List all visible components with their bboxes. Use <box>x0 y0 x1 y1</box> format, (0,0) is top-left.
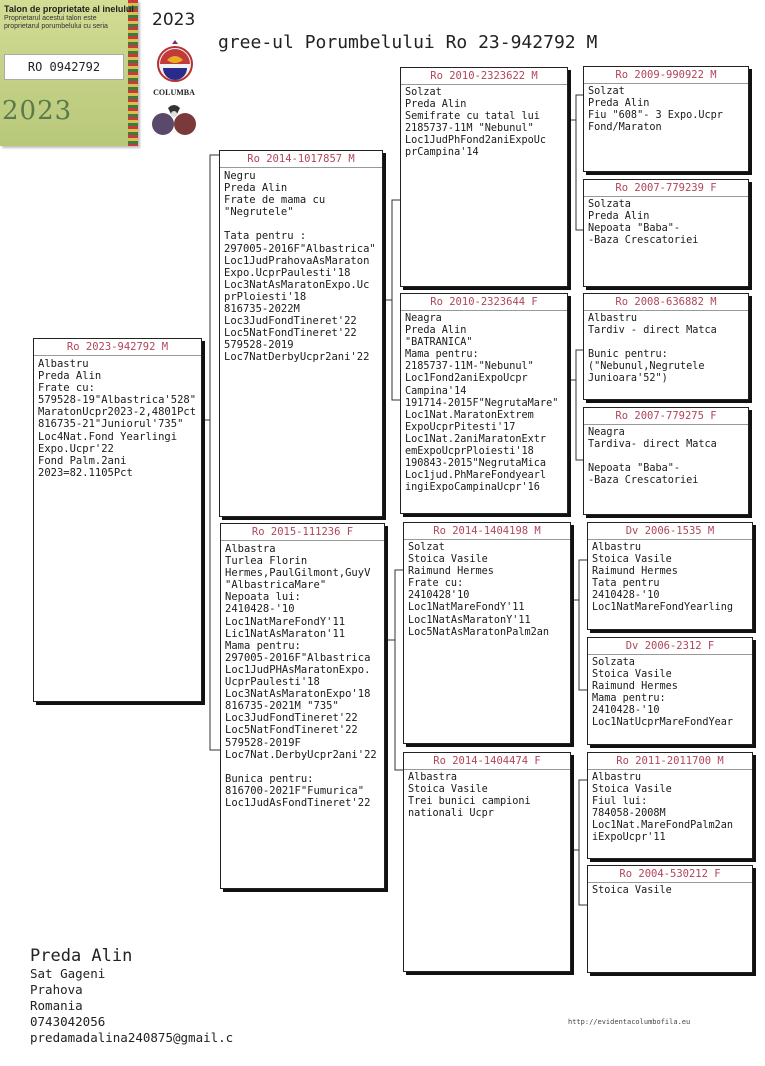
detail-line: Stoica Vasile <box>408 784 488 796</box>
pigeon-details <box>38 358 197 479</box>
detail-line: Loc1Nat.MaratonExtrem <box>405 409 534 421</box>
pigeon-details <box>592 657 748 730</box>
detail-line: Loc4Nat.Fond Yearlingi <box>38 430 178 443</box>
detail-line: Trei bunici campioni <box>408 796 531 808</box>
detail-line: Lic1NatAsMaraton'11 <box>225 627 346 640</box>
detail-line: MaratonUcpr2023-2,4801Pct <box>38 406 197 419</box>
owner-country: Romania <box>30 998 83 1013</box>
ring-number: Ro 2015-111236 F <box>221 526 384 541</box>
detail-line: Campina'14 <box>405 385 467 397</box>
detail-line: prPloiesti'18 <box>224 290 307 303</box>
talon-year: 2023 <box>2 96 73 126</box>
detail-line: Tata pentru <box>592 578 660 590</box>
detail-line <box>588 337 744 349</box>
detail-line: Loc1JudPHAsMaratonExpo. <box>225 663 371 676</box>
detail-line: Loc5NatFondTineret'22 <box>224 327 357 340</box>
detail-line: "Negrutele" <box>224 206 294 219</box>
ring-number: Ro 2004-530212 F <box>588 868 752 883</box>
detail-line: Albastru <box>592 542 642 553</box>
detail-line: Albastru <box>592 772 642 783</box>
ring-number: Ro 2009-990922 M <box>584 69 748 84</box>
detail-line: 2410428-'10 <box>592 590 660 602</box>
ring-number: Ro 2014-1017857 M <box>220 153 382 168</box>
ring-number: Ro 2011-2011700 M <box>588 755 752 770</box>
detail-line: Negru <box>224 170 256 182</box>
pigeon-details <box>592 772 748 845</box>
detail-line: nationali Ucpr <box>408 808 494 820</box>
ring-number: Ro 2023-942792 M <box>34 341 201 356</box>
detail-line: Fiul lui: <box>592 796 648 808</box>
owner-name: Preda Alin <box>30 946 133 966</box>
detail-line: Bunica pentru: <box>225 772 314 785</box>
detail-line: Turlea Florin <box>225 555 308 568</box>
detail-line: Loc7NatDerbyUcpr2ani'22 <box>224 351 370 364</box>
detail-line: 2410428-'10 <box>592 705 660 717</box>
owner-email: predamadalina240875@gmail.c <box>30 1030 234 1045</box>
detail-line: Loc5NatAsMaratonPalm2an <box>408 626 550 638</box>
talon-subtitle: Proprietarul acestui talon este proprietarul porumbelului cu seria <box>4 15 108 30</box>
page-title: gree-ul Porumbelului Ro 23-942792 M <box>218 32 598 53</box>
detail-line: Loc3NatAsMaratonExpo'18 <box>225 688 371 701</box>
detail-line: Frate de mama cu <box>224 194 326 207</box>
detail-line: Tardiva- direct Matca <box>588 439 717 451</box>
pigeon-card-fm <box>400 293 568 514</box>
detail-line: Albastra <box>225 543 276 555</box>
detail-line: 579528-2019 <box>224 339 294 352</box>
detail-line: Loc1JudPrahovaAsMaraton <box>224 254 370 267</box>
detail-line: Albastru <box>588 313 638 324</box>
detail-line: -Baza Crescatoriei <box>588 475 699 487</box>
pigeon-details <box>588 427 744 487</box>
columba-label: COLUMBA <box>153 88 195 97</box>
detail-line: Loc3JudFondTineret'22 <box>224 315 357 328</box>
detail-line: 784058-2008M <box>592 808 666 820</box>
detail-line: 579528-2019F <box>225 736 301 749</box>
detail-line: Loc1NatUcprMareFondYear <box>592 717 734 729</box>
pigeon-details <box>592 542 748 615</box>
detail-line: "AlbastricaMare" <box>225 579 327 592</box>
detail-line: Stoica Vasile <box>592 885 672 896</box>
detail-line: ("Nebunul,Negrutele <box>588 361 705 373</box>
pigeon-details <box>588 313 744 386</box>
detail-line: 579528-19"Albastrica'528" <box>38 394 197 407</box>
detail-line: Loc1Nat.2aniMaratonExtr <box>405 433 547 445</box>
detail-line: Stoica Vasile <box>408 554 488 566</box>
detail-line: ExpoUcprPitesti'17 <box>405 421 516 433</box>
detail-line: Fiu "608"- 3 Expo.Ucpr <box>588 110 723 122</box>
pigeon-card-mmf <box>587 752 753 859</box>
talon-title: Talon de proprietate al inelului <box>4 4 134 14</box>
detail-line <box>224 218 378 230</box>
detail-line: Neagra <box>588 427 625 438</box>
logo-year: 2023 <box>152 10 196 30</box>
detail-line: Loc1JudPhFond2aniExpoUc <box>405 135 547 147</box>
detail-line: Solzat <box>408 542 445 553</box>
detail-line: Stoica Vasile <box>592 554 672 566</box>
pigeon-details <box>224 170 378 364</box>
detail-line: Semifrate cu tatal lui <box>405 111 540 123</box>
detail-line: Fond Palm.2ani <box>38 454 127 467</box>
detail-line: emExpoUcprPloiesti'18 <box>405 446 534 458</box>
detail-line: Junioara'52") <box>588 373 668 385</box>
pigeon-card-ffm <box>583 179 749 287</box>
pigeon-card-mother <box>220 523 385 889</box>
detail-line <box>225 761 380 773</box>
detail-line: Solzata <box>592 657 635 668</box>
detail-line: Preda Alin <box>588 98 650 110</box>
detail-line: Mama pentru: <box>225 639 301 652</box>
detail-line: Solzat <box>588 86 625 97</box>
detail-line: Loc1jud.PhMareFondyearl <box>405 470 547 482</box>
pigeon-card-mf <box>403 522 571 744</box>
detail-line: Loc1Fond2aniExpoUcpr <box>405 373 528 385</box>
ring-number: Ro 2010-2323644 F <box>401 296 567 311</box>
detail-line: Solzata <box>588 199 631 210</box>
ring-number: Ro 2014-1404198 M <box>404 525 570 540</box>
detail-line: prCampina'14 <box>405 147 479 159</box>
detail-line: 816735-2021M "735" <box>225 700 339 713</box>
detail-line: Raimund Hermes <box>592 681 678 693</box>
owner-info <box>30 946 233 1046</box>
pigeon-card-father <box>219 150 383 517</box>
detail-line: Loc1NatMareFondY'11 <box>225 615 346 628</box>
detail-line: Tata pentru : <box>224 230 307 243</box>
detail-line: UcprPaulesti'18 <box>225 676 320 689</box>
detail-line: Loc1Nat.MareFondPalm2an <box>592 820 734 832</box>
pigeon-details <box>408 772 566 820</box>
detail-line: Preda Alin <box>405 99 467 111</box>
detail-line: Fond/Maraton <box>588 122 662 134</box>
ring-number: Ro 2007-779275 F <box>584 410 748 425</box>
pigeon-details <box>408 542 566 639</box>
detail-line: Stoica Vasile <box>592 784 672 796</box>
pigeon-details <box>405 87 563 160</box>
detail-line: 816735-2022M <box>224 303 300 316</box>
ring-number: Ro 2010-2323622 M <box>401 70 567 85</box>
pigeon-details <box>405 313 563 494</box>
detail-line: Expo.Ucpr'22 <box>38 442 114 455</box>
detail-line: 2410428-'10 <box>225 603 295 616</box>
pigeon-details <box>225 543 380 809</box>
detail-line: Loc7Nat.DerbyUcpr2ani'22 <box>225 748 377 761</box>
detail-line: Mama pentru: <box>592 693 666 705</box>
detail-line: Stoica Vasile <box>592 669 672 681</box>
detail-line: 2410428'10 <box>408 590 470 602</box>
detail-line: Frate cu: <box>408 578 464 590</box>
ring-number: Dv 2006-2312 F <box>588 640 752 655</box>
ring-number: Ro 2007-779239 F <box>584 182 748 197</box>
detail-line: Expo.UcprPaulesti'18 <box>224 266 351 279</box>
pigeon-card-mmm <box>587 865 753 973</box>
detail-line: Loc1NatMareFondY'11 <box>408 602 525 614</box>
pigeon-card-subject <box>33 338 202 702</box>
detail-line: -Baza Crescatoriei <box>588 235 699 247</box>
detail-line: 2023=82.1105Pct <box>38 466 133 479</box>
detail-line: Solzat <box>405 87 442 98</box>
ring-number: Dv 2006-1535 M <box>588 525 752 540</box>
detail-line: 190843-2015"NegrutaMica <box>405 458 547 470</box>
detail-line: Preda Alin <box>224 182 288 195</box>
detail-line: 2185737-11M "Nebunul" <box>405 123 534 135</box>
pigeon-card-mm <box>403 752 571 972</box>
detail-line: Nepoata "Baba"- <box>588 223 681 235</box>
detail-line: Loc1NatMareFondYearling <box>592 602 734 614</box>
detail-line: Nepoata "Baba"- <box>588 463 681 475</box>
website-link[interactable]: http://evidentacolumbofila.eu <box>568 1018 691 1026</box>
detail-line: 297005-2016F"Albastrica <box>225 651 371 664</box>
detail-line: Bunic pentru: <box>588 349 668 361</box>
detail-line: iExpoUcpr'11 <box>592 832 666 844</box>
detail-line: Preda Alin <box>588 211 650 223</box>
ring-number: Ro 2014-1404474 F <box>404 755 570 770</box>
detail-line: Loc3NatAsMaratonExpo.Uc <box>224 278 370 291</box>
detail-line: Preda Alin <box>405 325 467 337</box>
detail-line: Raimund Hermes <box>592 566 678 578</box>
pigeon-card-ff <box>400 67 568 287</box>
detail-line: Loc5NatFondTineret'22 <box>225 724 358 737</box>
detail-line: ingiExpoCampinaUcpr'16 <box>405 482 540 494</box>
detail-line: Loc3JudFondTineret'22 <box>225 712 358 725</box>
pigeon-card-fmm <box>583 407 749 515</box>
detail-line: Neagra <box>405 313 442 324</box>
detail-line: 2185737-11M-"Nebunul" <box>405 361 534 373</box>
pigeon-details <box>588 199 744 247</box>
detail-line <box>588 451 744 463</box>
detail-line: 816700-2021F"Fumurica" <box>225 784 365 797</box>
ring-number: Ro 2008-636882 M <box>584 296 748 311</box>
detail-line: Loc1NatAsMaratonY'11 <box>408 614 531 626</box>
detail-line: Preda Alin <box>38 370 102 383</box>
pigeon-card-fmf <box>583 293 749 400</box>
detail-line: Tardiv - direct Matca <box>588 325 717 337</box>
owner-phone: 0743042056 <box>30 1014 106 1029</box>
talon-ring-number: RO 0942792 <box>4 54 124 80</box>
detail-line: Albastra <box>408 772 458 783</box>
pigeon-card-mfm <box>587 637 753 745</box>
pigeon-card-fff <box>583 66 749 172</box>
detail-line: Frate cu: <box>38 382 95 395</box>
detail-line: 191714-2015F"NegrutaMare" <box>405 397 559 409</box>
detail-line: Raimund Hermes <box>408 566 494 578</box>
detail-line: "BATRANICA" <box>405 337 473 349</box>
detail-line: Nepoata lui: <box>225 591 301 604</box>
detail-line: 816735-21"Juniorul'735" <box>38 418 184 431</box>
detail-line: Hermes,PaulGilmont,GuyV <box>225 567 371 580</box>
detail-line: 297005-2016F"Albastrica" <box>224 242 376 255</box>
owner-county: Prahova <box>30 982 83 997</box>
pigeon-details <box>592 885 748 897</box>
detail-line: Mama pentru: <box>405 349 479 361</box>
pigeon-card-mff <box>587 522 753 630</box>
detail-line: Albastru <box>38 358 89 370</box>
detail-line: Loc1JudAsFondTineret'22 <box>225 796 371 809</box>
pigeon-details <box>588 86 744 134</box>
owner-village: Sat Gageni <box>30 966 106 981</box>
